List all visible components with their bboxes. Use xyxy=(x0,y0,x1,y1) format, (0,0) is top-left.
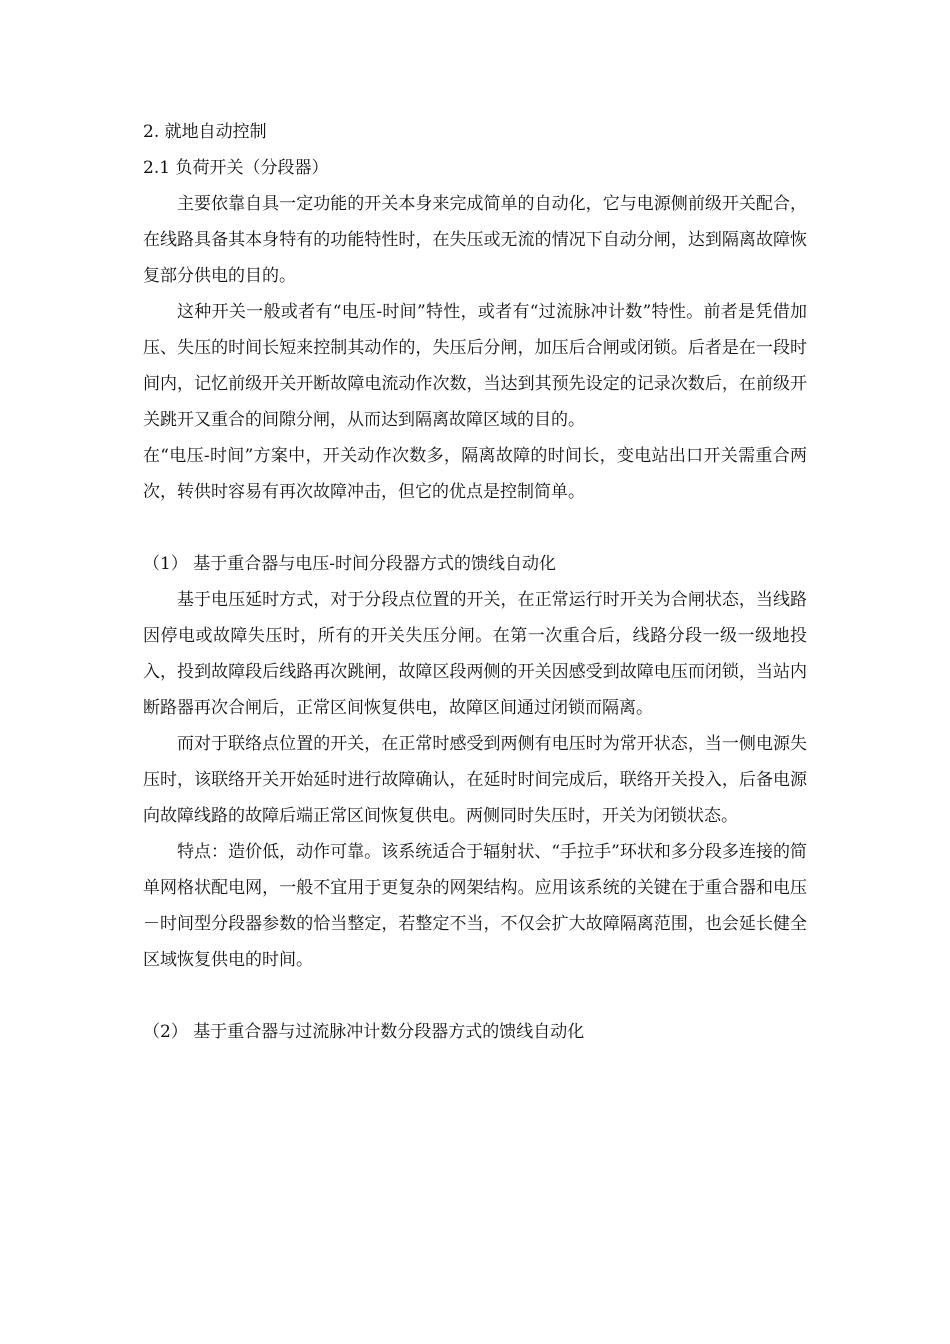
blank-line xyxy=(143,510,807,546)
item-heading-1: （1） 基于重合器与电压-时间分段器方式的馈线自动化 xyxy=(143,554,556,574)
document-body xyxy=(143,114,807,1050)
paragraph-switch-characteristics: 这种开关一般或者有“电压-时间”特性，或者有“过流脉冲计数”特性。前者是凭借加压、失压的时间长短来控制其动作的，失压后分闸，加压后合闸或闭锁。后者是在一段时间内，记忆前级开关开断故障电流动作次数，当达到其预先设定的记录次数后，在前级开关跳开又重合的间隙分闸，从而达到隔离故障区域的目的。 xyxy=(143,302,807,430)
paragraph-voltage-time-scheme: 在“电压-时间”方案中，开关动作次数多，隔离故障的时间长，变电站出口开关需重合两次，转供时容易有再次故障冲击，但它的优点是控制简单。 xyxy=(143,446,807,502)
paragraph-load-switch-intro: 主要依靠自具一定功能的开关本身来完成简单的自动化，它与电源侧前级开关配合，在线路具备其本身特有的功能特性时，在失压或无流的情况下自动分闸，达到隔离故障恢复部分供电的目的。 xyxy=(143,194,807,286)
section-heading-2: 2. 就地自动控制 xyxy=(143,122,267,142)
blank-line xyxy=(143,978,807,1014)
paragraph-tie-switch: 而对于联络点位置的开关，在正常时感受到两侧有电压时为常开状态，当一侧电源失压时，该联络开关开始延时进行故障确认，在延时时间完成后，联络开关投入，后备电源向故障线路的故障后端正常区间恢复供电。两侧同时失压时，开关为闭锁状态。 xyxy=(143,734,807,826)
paragraph-voltage-delay-mode: 基于电压延时方式，对于分段点位置的开关，在正常运行时开关为合闸状态，当线路因停电或故障失压时，所有的开关失压分闸。在第一次重合后，线路分段一级一级地投入，投到故障段后线路再次跳闸，故障区段两侧的开关因感受到故障电压而闭锁，当站内断路器再次合闸后，正常区间恢复供电，故障区间通过闭锁而隔离。 xyxy=(143,590,807,718)
item-heading-2: （2） 基于重合器与过流脉冲计数分段器方式的馈线自动化 xyxy=(143,1022,585,1042)
subsection-heading-2-1: 2.1 负荷开关（分段器） xyxy=(143,158,329,178)
paragraph-features: 特点：造价低，动作可靠。该系统适合于辐射状、“手拉手”环状和多分段多连接的简单网格状配电网，一般不宜用于更复杂的网架结构。应用该系统的关键在于重合器和电压－时间型分段器参数的恰当整定，若整定不当，不仅会扩大故障隔离范围，也会延长健全区域恢复供电的时间。 xyxy=(143,842,807,970)
